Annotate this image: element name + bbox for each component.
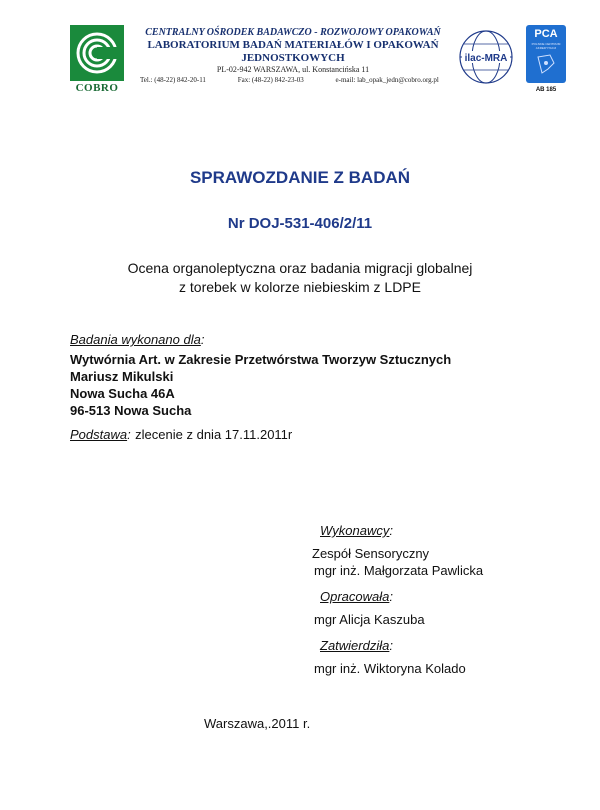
accreditation-code: AB 185 [535, 87, 557, 93]
performers-name: mgr inż. Małgorzata Pawlicka [314, 563, 484, 578]
lab-phone: Tel.: (48-22) 842-20-11 [140, 76, 206, 84]
basis-row: Podstawa: zlecenie z dnia 17.11.2011r [70, 427, 293, 442]
place-date: Warszawa,.2011 r. [204, 716, 311, 731]
client-label: Badania wykonano dla [70, 332, 201, 347]
client-city: 96-513 Nowa Sucha [70, 403, 192, 418]
basis-text: zlecenie z dnia 17.11.2011r [135, 427, 293, 442]
pca-emblem-icon [534, 51, 558, 77]
basis-label: Podstawa [70, 427, 128, 442]
lab-contact [140, 76, 460, 84]
performers-team: Zespół Sensoryczny [312, 546, 430, 561]
lab-address: PL-02-942 WARSZAWA, ul. Konstancińska 11 [216, 65, 370, 74]
approved-label: Zatwierdziła [320, 638, 390, 653]
report-title: SPRAWOZDANIE Z BADAŃ [189, 168, 411, 187]
prepared-label: Opracowała [320, 589, 390, 604]
approved-label-row: Zatwierdziła: [320, 638, 393, 653]
lab-name-line2: JEDNOSTKOWYCH [241, 52, 345, 64]
ilac-logo-text: ilac-MRA [464, 53, 508, 64]
cobro-logo-text: COBRO [75, 82, 119, 94]
institute-name: CENTRALNY OŚRODEK BADAWCZO - ROZWOJOWY OPAKOWAŃ [145, 27, 441, 38]
client-person: Mariusz Mikulski [70, 369, 174, 384]
pca-logo-subtitle: POLSKIE CENTRUM AKREDYTACJI [531, 42, 561, 50]
client-street: Nowa Sucha 46A [70, 386, 175, 401]
ilac-mra-logo [458, 27, 514, 87]
report-subject-line1: Ocena organoleptyczna oraz badania migracji globalnej [127, 260, 473, 276]
client-label-row: Badania wykonano dla: [70, 332, 205, 347]
report-number: Nr DOJ-531-406/2/11 [227, 215, 373, 232]
prepared-label-row: Opracowała: [320, 589, 393, 604]
performers-label-row: Wykonawcy: [320, 523, 393, 538]
approved-name: mgr inż. Wiktoryna Kolado [314, 661, 466, 676]
cobro-logo-mark [70, 25, 124, 81]
lab-fax: Fax: (48-22) 842-23-03 [237, 76, 304, 84]
pca-logo [526, 25, 566, 83]
client-name: Wytwórnia Art. w Zakresie Przetwórstwa Tworzyw Sztucznych [70, 352, 452, 367]
report-subject-line2: z torebek w kolorze niebieskim z LDPE [179, 279, 421, 295]
cobro-logo [70, 25, 124, 93]
lab-name-line1: LABORATORIUM BADAŃ MATERIAŁÓW I OPAKOWAŃ [147, 39, 439, 51]
ilac-globe-icon [458, 27, 514, 87]
cobro-rings-icon [70, 25, 124, 81]
pca-logo-text: PCA [534, 28, 558, 40]
prepared-name: mgr Alicja Kaszuba [314, 612, 425, 627]
performers-label: Wykonawcy [320, 523, 390, 538]
lab-email: e-mail: lab_opak_jedn@cobro.org.pl [335, 76, 439, 84]
